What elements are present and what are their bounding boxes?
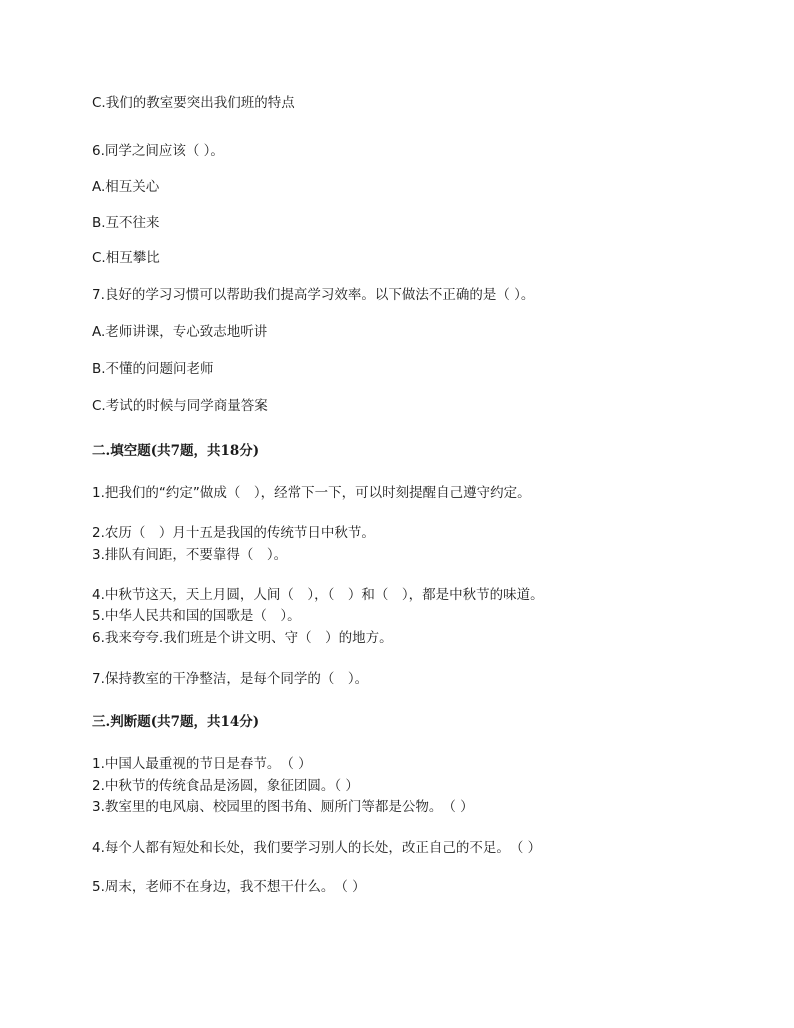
- fill-blank-q6: 6.我来夸夸.我们班是个讲文明、守（ ）的地方。: [92, 630, 393, 646]
- fill-blank-q5: 5.中华人民共和国的国歌是（ ）。: [92, 608, 301, 624]
- true-false-q4: 4.每个人都有短处和长处，我们要学习别人的长处，改正自己的不足。 （ ）: [92, 840, 542, 856]
- true-false-q2: 2.中秋节的传统食品是汤圆，象征团圆。（ ）: [92, 778, 359, 794]
- fill-blank-heading: 二.填空题(共7题，共18分): [92, 443, 260, 459]
- q7-question: 7.良好的学习习惯可以帮助我们提高学习效率。以下做法不正确的是（ ）。: [92, 287, 535, 303]
- true-false-heading: 三.判断题(共7题，共14分): [92, 714, 260, 730]
- fill-blank-q1: 1.把我们的“约定”做成（ ），经常下一下，可以时刻提醒自己遵守约定。: [92, 485, 531, 501]
- fill-blank-q3: 3.排队有间距，不要靠得（ ）。: [92, 547, 288, 563]
- q6-option-a: A.相互关心: [92, 179, 160, 195]
- fill-blank-q4: 4.中秋节这天，天上月圆，人间（ ），（ ）和（ ），都是中秋节的味道。: [92, 587, 544, 603]
- q7-option-a: A.老师讲课，专心致志地听讲: [92, 324, 268, 340]
- q6-option-c: C.相互攀比: [92, 250, 160, 266]
- q5-option-c: C.我们的教室要突出我们班的特点: [92, 95, 295, 111]
- q6-option-b: B.互不往来: [92, 215, 160, 231]
- true-false-q3: 3.教室里的电风扇、校园里的图书角、厕所门等都是公物。 （ ）: [92, 799, 474, 815]
- q6-question: 6.同学之间应该（ ）。: [92, 143, 224, 159]
- true-false-q1: 1.中国人最重视的节日是春节。 （ ）: [92, 756, 312, 772]
- true-false-q5: 5.周末，老师不在身边，我不想干什么。 （ ）: [92, 879, 366, 895]
- q7-option-c: C.考试的时候与同学商量答案: [92, 398, 268, 414]
- q7-option-b: B.不懂的问题问老师: [92, 361, 214, 377]
- fill-blank-q7: 7.保持教室的干净整洁，是每个同学的（ ）。: [92, 671, 369, 687]
- fill-blank-q2: 2.农历（ ）月十五是我国的传统节日中秋节。: [92, 525, 375, 541]
